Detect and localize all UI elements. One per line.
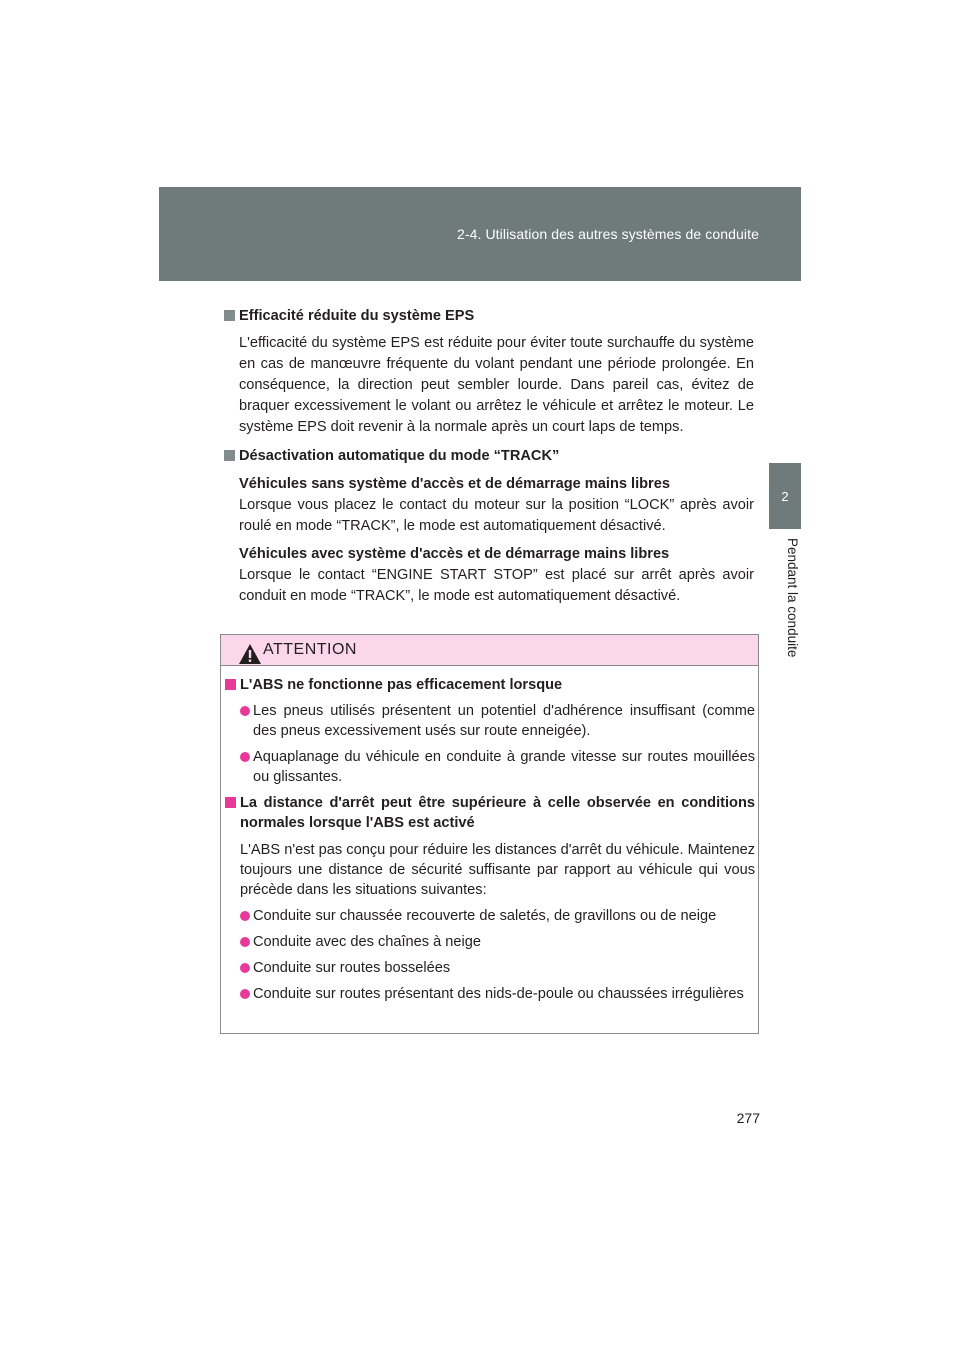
list-item: Conduite sur routes bosselées bbox=[225, 958, 755, 978]
warning-box bbox=[220, 634, 759, 1034]
warning-header bbox=[221, 635, 758, 666]
subsection-text-with-smart-key: Lorsque le contact “ENGINE START STOP” est placé sur arrêt après avoir conduit en mode “TRACK”, le mode est automatiquement désactivé. bbox=[239, 567, 754, 604]
warning-text-stopping-distance: L'ABS n'est pas conçu pour réduire les distances d'arrêt du véhicule. Maintenez toujours une distance de sécurité suffisante par rapport au véhicule qui vous précède dans les situations suivantes: bbox=[240, 842, 755, 898]
square-bullet-icon bbox=[224, 450, 235, 461]
square-bullet-icon bbox=[225, 797, 236, 808]
square-bullet-icon bbox=[224, 310, 235, 321]
section-heading-eps: Efficacité réduite du système EPS bbox=[224, 306, 754, 327]
section-text-eps: L'efficacité du système EPS est réduite pour éviter toute surchauffe du système en cas de manœuvre fréquente du volant pendant une période prolongée. En conséquence, la direction peut sembler lourde. Dans pareil cas, évitez de braquer excessivement le volant ou arrêtez le véhicule et arrêtez le moteur. Le système EPS doit revenir à la normale après un court laps de temps. bbox=[239, 335, 754, 435]
header-band bbox=[159, 187, 801, 281]
section-heading-track: Désactivation automatique du mode “TRACK” bbox=[224, 446, 754, 467]
list-item: Aquaplanage du véhicule en conduite à grande vitesse sur routes mouillées ou glissantes. bbox=[225, 747, 755, 787]
subsection-title-with-smart-key: Véhicules avec système d'accès et de démarrage mains libres bbox=[239, 546, 670, 562]
list-item: Conduite sur chaussée recouverte de saletés, de gravillons ou de neige bbox=[225, 906, 755, 926]
warning-heading-abs-ineffective: L'ABS ne fonctionne pas efficacement lorsque bbox=[225, 675, 755, 695]
section-title: 2-4. Utilisation des autres systèmes de conduite bbox=[456, 226, 759, 242]
main-content bbox=[224, 306, 754, 607]
page-number: 277 bbox=[736, 1110, 760, 1126]
warning-triangle-icon bbox=[238, 643, 262, 665]
warning-body bbox=[225, 675, 755, 1004]
chapter-tab bbox=[769, 463, 801, 529]
circle-bullet-icon bbox=[240, 752, 250, 762]
warning-title: ATTENTION bbox=[263, 641, 357, 658]
square-bullet-icon bbox=[225, 679, 236, 690]
warning-heading-stopping-distance: La distance d'arrêt peut être supérieure à celle observée en conditions normales lorsque l'ABS est activé bbox=[225, 793, 755, 833]
list-item: Les pneus utilisés présentent un potentiel d'adhérence insuffisant (comme des pneus excessivement usés sur route enneigée). bbox=[225, 701, 755, 741]
list-item: Conduite sur routes présentant des nids-de-poule ou chaussées irrégulières bbox=[225, 984, 755, 1004]
subsection-text-without-smart-key: Lorsque vous placez le contact du moteur sur la position “LOCK” après avoir roulé en mode “TRACK”, le mode est automatiquement désactivé. bbox=[239, 497, 754, 534]
circle-bullet-icon bbox=[240, 911, 250, 921]
list-item: Conduite avec des chaînes à neige bbox=[225, 932, 755, 952]
circle-bullet-icon bbox=[240, 963, 250, 973]
chapter-number: 2 bbox=[781, 489, 789, 504]
chapter-label: Pendant la conduite bbox=[785, 538, 800, 658]
circle-bullet-icon bbox=[240, 937, 250, 947]
subsection-title-without-smart-key: Véhicules sans système d'accès et de démarrage mains libres bbox=[239, 476, 670, 492]
circle-bullet-icon bbox=[240, 706, 250, 716]
circle-bullet-icon bbox=[240, 989, 250, 999]
